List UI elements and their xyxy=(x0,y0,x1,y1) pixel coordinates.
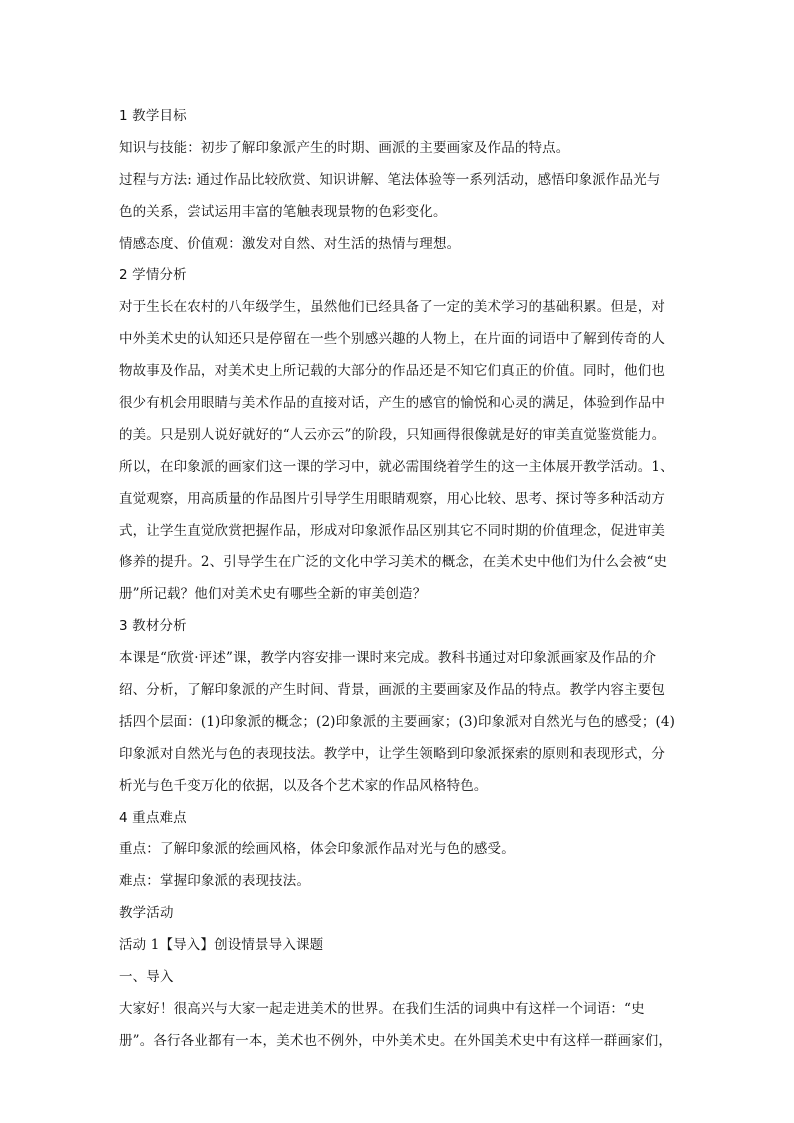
text-line: 难点：掌握印象派的表现技法。 xyxy=(119,873,311,890)
text-line: 绍、分析，了解印象派的产生时间、背景，画派的主要画家及作品的特点。教学内容主要包 xyxy=(119,682,665,699)
text-line: 的美。只是别人说好就好的“人云亦云”的阶段，只知画得很像就是好的审美直觉鉴赏能力。 xyxy=(119,426,666,443)
section-heading-student-analysis: 2 学情分析 xyxy=(119,267,187,284)
text-line: 重点：了解印象派的绘画风格，体会印象派作品对光与色的感受。 xyxy=(119,841,515,858)
text-line: 修养的提升。2、引导学生在广泛的文化中学习美术的概念，在美术史中他们为什么会被“史 xyxy=(119,554,668,571)
text-line: 直觉观察，用高质量的作品图片引导学生用眼睛观察，用心比较、思考、探讨等多种活动方 xyxy=(119,490,665,507)
text-line: 印象派对自然光与色的表现技法。教学中，让学生领略到印象派探索的原则和表现形式，分 xyxy=(119,745,665,762)
text-line: 册”。各行各业都有一本，美术也不例外，中外美术史。在外国美术史中有这样一群画家们， xyxy=(119,1032,673,1049)
text-line: 一、导入 xyxy=(119,969,174,986)
text-line: 对于生长在农村的八年级学生，虽然他们已经具备了一定的美术学习的基础积累。但是，对 xyxy=(119,299,665,316)
text-line: 所以，在印象派的画家们这一课的学习中，就必需围绕着学生的这一主体展开教学活动。1、 xyxy=(119,458,674,475)
text-line: 括四个层面：(1)印象派的概念；(2)印象派的主要画家；(3)印象派对自然光与色的感受；(4) xyxy=(119,713,676,730)
section-heading-activities: 教学活动 xyxy=(119,905,174,922)
text-line: 色的关系，尝试运用丰富的笔触表现景物的色彩变化。 xyxy=(119,203,447,220)
section-heading-material-analysis: 3 教材分析 xyxy=(119,618,187,635)
text-line: 物故事及作品，对美术史上所记载的大部分的作品还是不知它们真正的价值。同时，他们也 xyxy=(119,363,665,380)
text-line: 本课是“欣赏·评述”课，教学内容安排一课时来完成。教科书通过对印象派画家及作品的介 xyxy=(119,650,657,667)
text-line: 析光与色千变万化的依据，以及各个艺术家的作品风格特色。 xyxy=(119,777,488,794)
text-line: 大家好！很高兴与大家一起走进美术的世界。在我们生活的词典中有这样一个词语：“史 xyxy=(119,1000,645,1017)
text-line: 情感态度、价值观：激发对自然、对生活的热情与理想。 xyxy=(119,235,461,252)
document-body xyxy=(119,101,679,1058)
text-line: 很少有机会用眼睛与美术作品的直接对话，产生的感官的愉悦和心灵的满足，体验到作品中 xyxy=(119,395,665,412)
text-line: 式，让学生直觉欣赏把握作品，形成对印象派作品区别其它不同时期的价值理念，促进审美 xyxy=(119,522,665,539)
section-heading-teaching-goals: 1 教学目标 xyxy=(119,108,187,124)
text-line: 知识与技能：初步了解印象派产生的时期、画派的主要画家及作品的特点。 xyxy=(119,139,570,156)
text-line: 册”所记载？他们对美术史有哪些全新的审美创造？ xyxy=(119,586,427,603)
text-line: 过程与方法: 通过作品比较欣赏、知识讲解、笔法体验等一系列活动，感悟印象派作品光与 xyxy=(119,171,661,188)
text-line: 活动 1【导入】创设情景导入课题 xyxy=(119,937,324,954)
section-heading-key-points: 4 重点难点 xyxy=(119,809,187,826)
text-line: 中外美术史的认知还只是停留在一些个别感兴趣的人物上，在片面的词语中了解到传奇的人 xyxy=(119,331,665,348)
